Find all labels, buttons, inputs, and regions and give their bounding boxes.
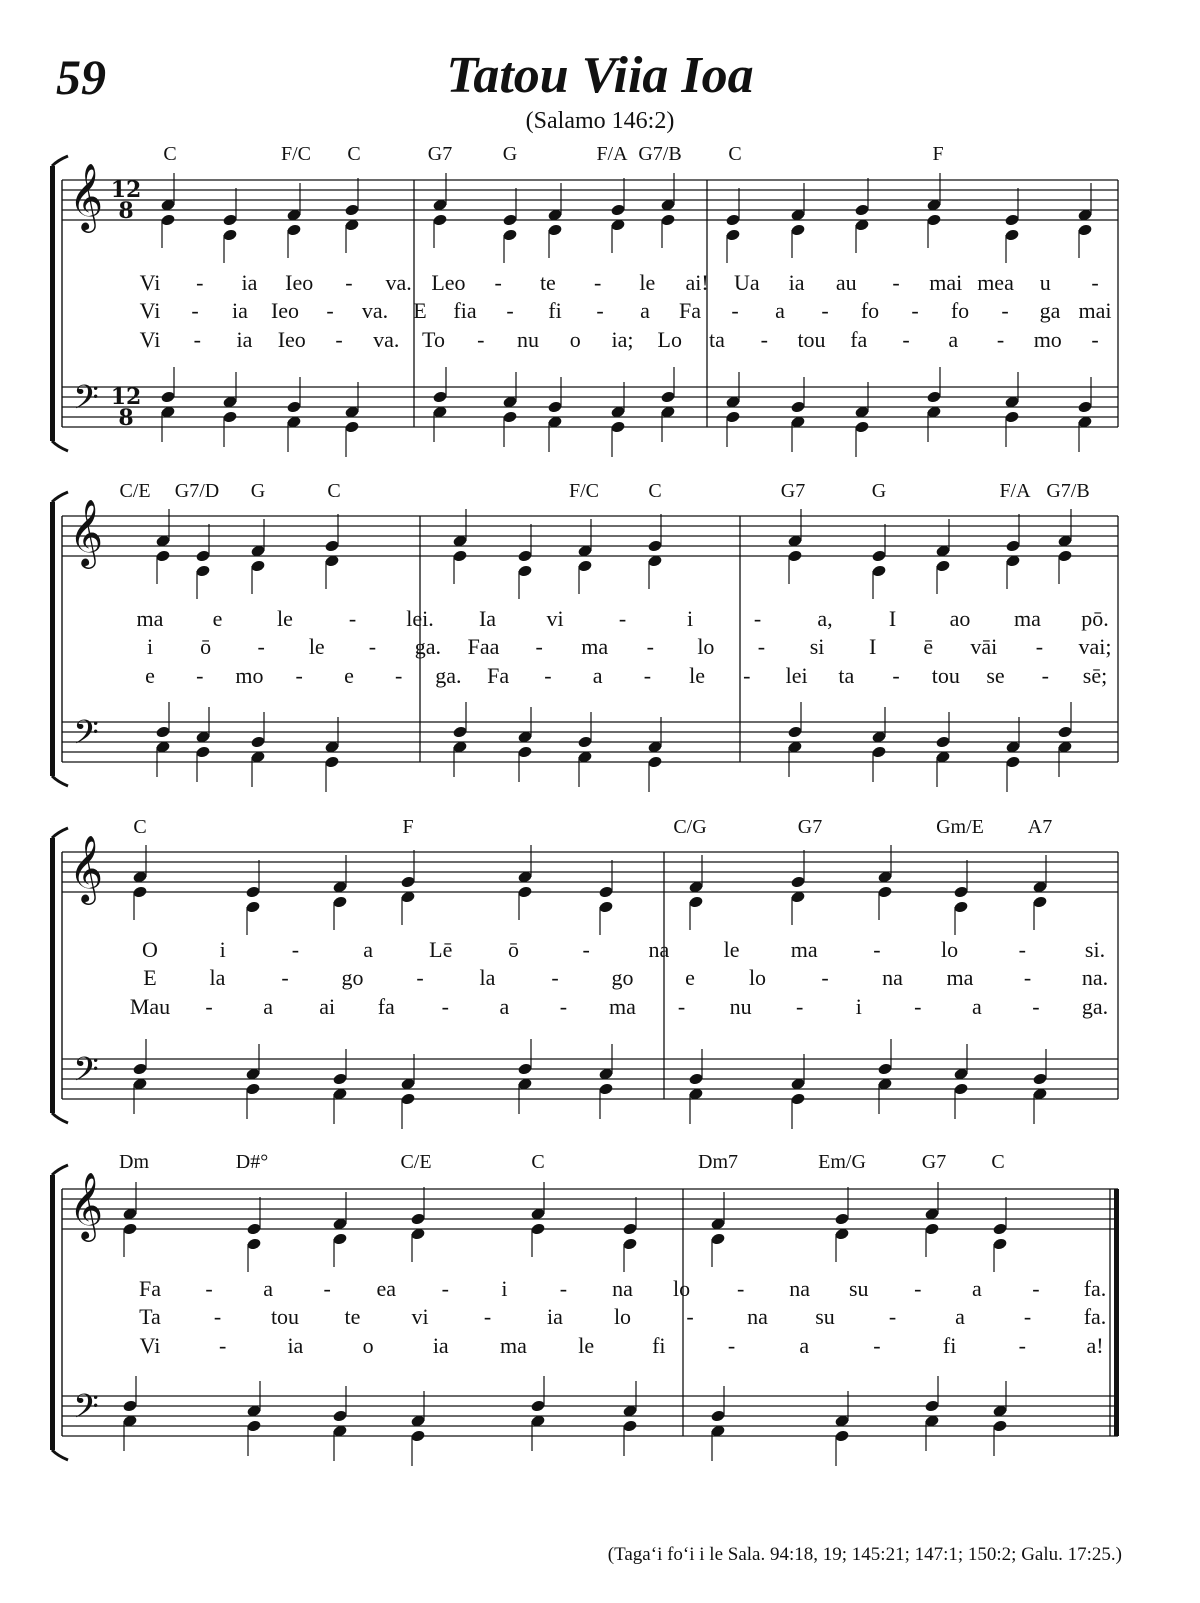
lyric-syllable: tou bbox=[797, 327, 826, 352]
lyric-hyphen: - bbox=[196, 663, 204, 688]
lyric-syllable: fo bbox=[950, 298, 970, 323]
chord-symbol: F bbox=[932, 143, 944, 165]
lyric-syllable: ō bbox=[507, 937, 519, 962]
chord-symbol: C bbox=[648, 480, 662, 502]
lyric-syllable: vi bbox=[411, 1304, 429, 1329]
lyric-syllable: na bbox=[747, 1304, 768, 1329]
lyric-hyphen: - bbox=[213, 1304, 222, 1329]
lyric-syllable: si. bbox=[1084, 937, 1106, 962]
lyric-hyphen: - bbox=[686, 1304, 694, 1329]
lyric-syllable: ē bbox=[923, 634, 934, 659]
lyric-syllable: Ieo bbox=[285, 270, 314, 295]
chord-symbol: G bbox=[250, 480, 266, 502]
lyric-syllable: e bbox=[212, 606, 223, 631]
lyric-syllable: ia bbox=[432, 1333, 449, 1358]
lyric-syllable: Lē bbox=[429, 937, 453, 962]
chord-symbol: C bbox=[991, 1151, 1005, 1173]
lyric-syllable: ma bbox=[581, 634, 609, 659]
lyric-syllable: lo bbox=[613, 1304, 632, 1329]
lyric-syllable: e bbox=[145, 663, 155, 688]
lyric-hyphen: - bbox=[551, 965, 559, 990]
chord-symbol: G bbox=[871, 480, 887, 502]
lyric-syllable: Ia bbox=[478, 606, 497, 631]
lyric-syllable: Vi bbox=[139, 1333, 161, 1358]
lyric-syllable: a, bbox=[817, 606, 833, 631]
lyric-syllable: ai bbox=[319, 994, 336, 1019]
lyric-hyphen: - bbox=[1018, 1333, 1026, 1358]
chord-symbol: C bbox=[728, 143, 742, 165]
lyric-syllable: go bbox=[341, 965, 364, 990]
lyric-hyphen: - bbox=[888, 1304, 897, 1329]
lyric-syllable: va. bbox=[373, 327, 400, 352]
chord-symbol: C bbox=[327, 480, 341, 502]
lyric-syllable: fi bbox=[942, 1333, 957, 1358]
lyric-syllable: tou bbox=[931, 663, 960, 688]
lyric-syllable: Fa bbox=[139, 1276, 161, 1301]
lyric-syllable: le bbox=[578, 1333, 595, 1358]
lyric-syllable: ga bbox=[1039, 298, 1061, 323]
footnote: (Taga‘i fo‘i i le Sala. 94:18, 19; 145:21; 147:1; 150:2; Galu. 17:25.) bbox=[607, 1544, 1122, 1565]
lyric-syllable: fa. bbox=[1083, 1276, 1107, 1301]
lyric-syllable: ma bbox=[500, 1333, 527, 1358]
lyric-syllable: u bbox=[1039, 270, 1051, 295]
lyric-hyphen: - bbox=[753, 606, 762, 631]
chord-symbol: C/E bbox=[119, 480, 151, 502]
lyric-syllable: ga. bbox=[1081, 994, 1109, 1019]
lyric-syllable: e bbox=[685, 965, 695, 990]
lyric-syllable: mai bbox=[1078, 298, 1112, 323]
lyric-syllable: mo bbox=[235, 663, 264, 688]
lyric-hyphen: - bbox=[1001, 298, 1009, 323]
chord-symbol: C/G bbox=[673, 816, 707, 838]
bracket-bottom-hook bbox=[52, 1113, 68, 1123]
lyric-syllable: I bbox=[868, 634, 877, 659]
bracket-top-hook bbox=[52, 492, 68, 502]
lyric-syllable: nu bbox=[517, 327, 539, 352]
lyric-syllable: na bbox=[612, 1276, 633, 1301]
lyric-hyphen: - bbox=[677, 994, 686, 1019]
lyric-hyphen: - bbox=[1041, 663, 1049, 688]
lyric-hyphen: - bbox=[736, 1276, 745, 1301]
lyric-syllable: Fa bbox=[487, 663, 510, 688]
lyric-hyphen: - bbox=[291, 937, 300, 962]
lyric-syllable: ta bbox=[709, 327, 725, 352]
lyric-hyphen: - bbox=[1018, 937, 1026, 962]
chord-symbol: F/A bbox=[596, 143, 628, 165]
lyric-syllable: vi bbox=[546, 606, 564, 631]
lyric-hyphen: - bbox=[395, 663, 403, 688]
lyric-hyphen: - bbox=[727, 1333, 736, 1358]
lyric-syllable: ma bbox=[136, 606, 164, 631]
lyric-syllable: e bbox=[344, 663, 354, 688]
lyric-hyphen: - bbox=[821, 965, 829, 990]
lyric-syllable: Leo bbox=[431, 270, 466, 295]
chord-symbol: G7/B bbox=[1046, 480, 1090, 502]
lyric-hyphen: - bbox=[582, 937, 590, 962]
lyric-hyphen: - bbox=[1091, 270, 1099, 295]
lyric-hyphen: - bbox=[196, 270, 204, 295]
lyric-syllable: Vi bbox=[139, 270, 161, 295]
lyric-syllable: Ieo bbox=[277, 327, 306, 352]
lyric-hyphen: - bbox=[1023, 965, 1032, 990]
lyric-syllable: a bbox=[263, 994, 274, 1019]
treble-clef: 𝄞 bbox=[68, 498, 104, 566]
lyric-syllable: va. bbox=[385, 270, 412, 295]
lyric-syllable: pō. bbox=[1081, 606, 1109, 631]
lyric-syllable: lei. bbox=[406, 606, 434, 631]
lyric-syllable: na bbox=[648, 937, 670, 962]
system-bracket bbox=[50, 1175, 55, 1450]
lyric-hyphen: - bbox=[323, 1276, 331, 1301]
lyric-hyphen: - bbox=[335, 327, 343, 352]
lyric-syllable: ia bbox=[241, 270, 258, 295]
treble-clef: 𝄞 bbox=[68, 1171, 104, 1239]
lyric-syllable: te bbox=[539, 270, 556, 295]
lyric-syllable: vāi bbox=[970, 634, 998, 659]
lyric-hyphen: - bbox=[1032, 1276, 1040, 1301]
bracket-bottom-hook bbox=[52, 441, 68, 451]
lyric-hyphen: - bbox=[326, 298, 334, 323]
chord-symbol: Dm bbox=[119, 1151, 149, 1173]
lyric-hyphen: - bbox=[873, 1333, 881, 1358]
chord-symbol: C bbox=[531, 1151, 545, 1173]
lyric-syllable: fa bbox=[377, 994, 395, 1019]
lyric-syllable: I bbox=[888, 606, 897, 631]
lyric-hyphen: - bbox=[483, 1304, 492, 1329]
lyric-hyphen: - bbox=[996, 327, 1005, 352]
hymn-number: 59 bbox=[56, 49, 106, 105]
lyric-syllable: ma bbox=[790, 937, 818, 962]
chord-symbol: G7 bbox=[921, 1151, 947, 1173]
lyric-syllable: na bbox=[789, 1276, 811, 1301]
lyric-syllable: se bbox=[986, 663, 1005, 688]
bass-clef: 𝄢 bbox=[73, 379, 99, 425]
lyric-hyphen: - bbox=[368, 634, 377, 659]
bracket-bottom-hook bbox=[52, 776, 68, 786]
chord-symbol: Dm7 bbox=[698, 1151, 738, 1173]
lyric-syllable: ga. bbox=[414, 634, 442, 659]
lyric-hyphen: - bbox=[796, 994, 804, 1019]
bracket-bottom-hook bbox=[52, 1450, 68, 1460]
lyric-hyphen: - bbox=[743, 663, 751, 688]
lyric-syllable: a bbox=[799, 1333, 810, 1358]
bass-clef: 𝄢 bbox=[73, 714, 99, 760]
lyric-syllable: i bbox=[146, 634, 154, 659]
lyric-hyphen: - bbox=[295, 663, 303, 688]
lyric-hyphen: - bbox=[646, 634, 654, 659]
lyric-syllable: lo bbox=[941, 937, 959, 962]
lyric-syllable: ta bbox=[838, 663, 855, 688]
lyric-syllable: lei bbox=[785, 663, 808, 688]
lyric-syllable: a bbox=[971, 1276, 982, 1301]
lyric-syllable: Ieo bbox=[270, 298, 300, 323]
lyric-hyphen: - bbox=[191, 298, 199, 323]
lyric-hyphen: - bbox=[193, 327, 201, 352]
lyric-syllable: ia bbox=[788, 270, 805, 295]
lyric-hyphen: - bbox=[892, 270, 900, 295]
chord-symbol: Em/G bbox=[818, 1151, 866, 1173]
chord-symbol: A7 bbox=[1027, 816, 1053, 838]
lyric-syllable: Vi bbox=[139, 327, 161, 352]
lyric-syllable: a bbox=[948, 327, 959, 352]
time-signature-denominator: 8 bbox=[118, 405, 134, 431]
lyric-syllable: lo bbox=[748, 965, 767, 990]
chord-symbol: G7/D bbox=[174, 480, 220, 502]
lyric-hyphen: - bbox=[441, 1276, 449, 1301]
lyric-hyphen: - bbox=[205, 1276, 213, 1301]
lyric-syllable: ai! bbox=[685, 270, 709, 295]
lyric-syllable: fo bbox=[860, 298, 880, 323]
lyric-syllable: au bbox=[835, 270, 857, 295]
lyric-hyphen: - bbox=[559, 994, 568, 1019]
lyric-hyphen: - bbox=[535, 634, 543, 659]
bracket-top-hook bbox=[52, 156, 68, 166]
lyric-syllable: mo bbox=[1033, 327, 1062, 352]
bracket-top-hook bbox=[52, 828, 68, 838]
lyric-syllable: fi bbox=[548, 298, 562, 323]
lyric-hyphen: - bbox=[618, 606, 627, 631]
lyric-hyphen: - bbox=[760, 327, 768, 352]
lyric-hyphen: - bbox=[757, 634, 766, 659]
lyric-syllable: tou bbox=[270, 1304, 300, 1329]
lyric-hyphen: - bbox=[348, 606, 357, 631]
chord-symbol: D#° bbox=[235, 1151, 269, 1173]
lyric-hyphen: - bbox=[596, 298, 604, 323]
chord-symbol: G7 bbox=[780, 480, 806, 502]
lyric-syllable: te bbox=[344, 1304, 361, 1329]
chord-symbol: Gm/E bbox=[936, 816, 984, 838]
lyric-syllable: fia bbox=[453, 298, 477, 323]
lyric-hyphen: - bbox=[914, 994, 922, 1019]
lyric-syllable: ia; bbox=[611, 327, 634, 352]
bracket-top-hook bbox=[52, 1165, 68, 1175]
system-bracket bbox=[50, 838, 55, 1113]
lyric-syllable: E bbox=[143, 965, 157, 990]
lyric-hyphen: - bbox=[892, 663, 900, 688]
lyric-syllable: fa. bbox=[1083, 1304, 1107, 1329]
lyric-syllable: sē; bbox=[1082, 663, 1108, 688]
lyric-syllable: va. bbox=[361, 298, 389, 323]
lyric-syllable: si bbox=[809, 634, 825, 659]
lyric-syllable: ia bbox=[232, 298, 248, 323]
lyric-syllable: le bbox=[639, 270, 656, 295]
lyric-syllable: mea bbox=[977, 270, 1014, 295]
lyric-syllable: mai bbox=[929, 270, 963, 295]
system-bracket bbox=[50, 166, 55, 441]
lyric-syllable: su bbox=[848, 1276, 869, 1301]
lyric-hyphen: - bbox=[1091, 327, 1099, 352]
lyric-hyphen: - bbox=[911, 298, 919, 323]
lyric-hyphen: - bbox=[219, 1333, 227, 1358]
lyric-syllable: ma bbox=[609, 994, 636, 1019]
lyric-syllable: ma bbox=[946, 965, 974, 990]
hymn-title: Tatou Viia Ioa bbox=[446, 47, 754, 104]
lyric-hyphen: - bbox=[559, 1276, 568, 1301]
lyric-syllable: a bbox=[640, 298, 650, 323]
lyric-syllable: i bbox=[219, 937, 226, 962]
bass-clef: 𝄢 bbox=[73, 1388, 99, 1434]
lyric-syllable: i bbox=[686, 606, 694, 631]
lyric-hyphen: - bbox=[544, 663, 552, 688]
lyric-hyphen: - bbox=[477, 327, 485, 352]
lyric-syllable: a bbox=[775, 298, 785, 323]
lyric-syllable: vai; bbox=[1078, 634, 1112, 659]
lyric-syllable: o bbox=[362, 1333, 374, 1358]
lyric-syllable: To bbox=[422, 327, 445, 352]
chord-symbol: F bbox=[402, 816, 414, 838]
lyric-hyphen: - bbox=[873, 937, 881, 962]
lyric-syllable: Ua bbox=[734, 270, 760, 295]
lyric-syllable: nu bbox=[729, 994, 752, 1019]
lyric-syllable: le bbox=[689, 663, 706, 688]
bass-clef: 𝄢 bbox=[73, 1051, 99, 1097]
lyric-syllable: Vi bbox=[139, 298, 161, 323]
lyric-syllable: a bbox=[499, 994, 510, 1019]
lyric-hyphen: - bbox=[257, 634, 265, 659]
lyric-syllable: ia bbox=[236, 327, 253, 352]
chord-symbol: C bbox=[133, 816, 147, 838]
lyric-hyphen: - bbox=[593, 270, 602, 295]
lyric-syllable: Faa bbox=[467, 634, 500, 659]
lyric-syllable: a bbox=[263, 1276, 274, 1301]
lyric-syllable: ga. bbox=[435, 663, 462, 688]
lyric-syllable: o bbox=[569, 327, 581, 352]
lyric-syllable: lo bbox=[673, 1276, 691, 1301]
lyric-syllable: na. bbox=[1081, 965, 1109, 990]
lyric-syllable: ia bbox=[287, 1333, 304, 1358]
lyric-hyphen: - bbox=[494, 270, 502, 295]
lyric-syllable: E bbox=[413, 298, 427, 323]
lyric-hyphen: - bbox=[416, 965, 424, 990]
chord-symbol: F/C bbox=[568, 480, 600, 502]
lyric-syllable: a! bbox=[1086, 1333, 1104, 1358]
lyric-syllable: a bbox=[592, 663, 603, 688]
lyric-syllable: Lo bbox=[657, 327, 682, 352]
chord-symbol: G7 bbox=[427, 143, 453, 165]
lyric-syllable: lo bbox=[697, 634, 715, 659]
chord-symbol: F/C bbox=[280, 143, 312, 165]
lyric-hyphen: - bbox=[1032, 994, 1040, 1019]
lyric-hyphen: - bbox=[441, 994, 449, 1019]
lyric-hyphen: - bbox=[914, 1276, 922, 1301]
lyric-syllable: O bbox=[142, 937, 158, 962]
lyric-hyphen: - bbox=[1035, 634, 1044, 659]
final-barline-thick bbox=[1114, 1189, 1119, 1436]
lyric-hyphen: - bbox=[731, 298, 739, 323]
lyric-syllable: na bbox=[882, 965, 903, 990]
lyric-syllable: le bbox=[277, 606, 293, 631]
chord-symbol: F/A bbox=[999, 480, 1031, 502]
lyric-syllable: a bbox=[971, 994, 982, 1019]
lyric-syllable: a bbox=[955, 1304, 965, 1329]
lyric-syllable: Ta bbox=[139, 1304, 161, 1329]
lyric-syllable: go bbox=[611, 965, 634, 990]
lyric-syllable: a bbox=[363, 937, 373, 962]
lyric-syllable: le bbox=[308, 634, 325, 659]
chord-symbol: G7/B bbox=[638, 143, 682, 165]
time-signature-numerator: 12 bbox=[110, 177, 142, 203]
chord-symbol: C bbox=[347, 143, 361, 165]
lyric-syllable: fi bbox=[652, 1333, 666, 1358]
lyric-hyphen: - bbox=[902, 327, 910, 352]
scripture-reference: (Salamo 146:2) bbox=[525, 108, 675, 134]
treble-clef: 𝄞 bbox=[68, 834, 104, 902]
lyric-syllable: ao bbox=[949, 606, 971, 631]
chord-symbol: C bbox=[163, 143, 177, 165]
chord-symbol: G bbox=[502, 143, 518, 165]
system-bracket bbox=[50, 502, 55, 776]
treble-clef: 𝄞 bbox=[68, 162, 104, 230]
lyric-syllable: le bbox=[723, 937, 740, 962]
lyric-syllable: i bbox=[855, 994, 862, 1019]
lyric-syllable: la bbox=[479, 965, 496, 990]
lyric-syllable: su bbox=[815, 1304, 835, 1329]
lyric-syllable: Mau bbox=[129, 994, 171, 1019]
lyric-syllable: ma bbox=[1014, 606, 1041, 631]
lyric-syllable: ea bbox=[376, 1276, 397, 1301]
lyric-hyphen: - bbox=[821, 298, 829, 323]
lyric-syllable: Fa bbox=[679, 298, 701, 323]
time-signature-denominator: 8 bbox=[118, 198, 134, 224]
lyric-hyphen: - bbox=[1023, 1304, 1032, 1329]
lyric-hyphen: - bbox=[345, 270, 353, 295]
lyric-hyphen: - bbox=[506, 298, 514, 323]
time-signature-numerator: 12 bbox=[110, 384, 142, 410]
lyric-hyphen: - bbox=[205, 994, 213, 1019]
lyric-hyphen: - bbox=[281, 965, 289, 990]
lyric-syllable: fa bbox=[850, 327, 868, 352]
chord-symbol: C/E bbox=[400, 1151, 432, 1173]
lyric-syllable: ia bbox=[547, 1304, 563, 1329]
lyric-hyphen: - bbox=[643, 663, 652, 688]
lyric-syllable: i bbox=[501, 1276, 508, 1301]
chord-symbol: G7 bbox=[797, 816, 823, 838]
lyric-syllable: ō bbox=[200, 634, 212, 659]
lyric-syllable: la bbox=[209, 965, 226, 990]
